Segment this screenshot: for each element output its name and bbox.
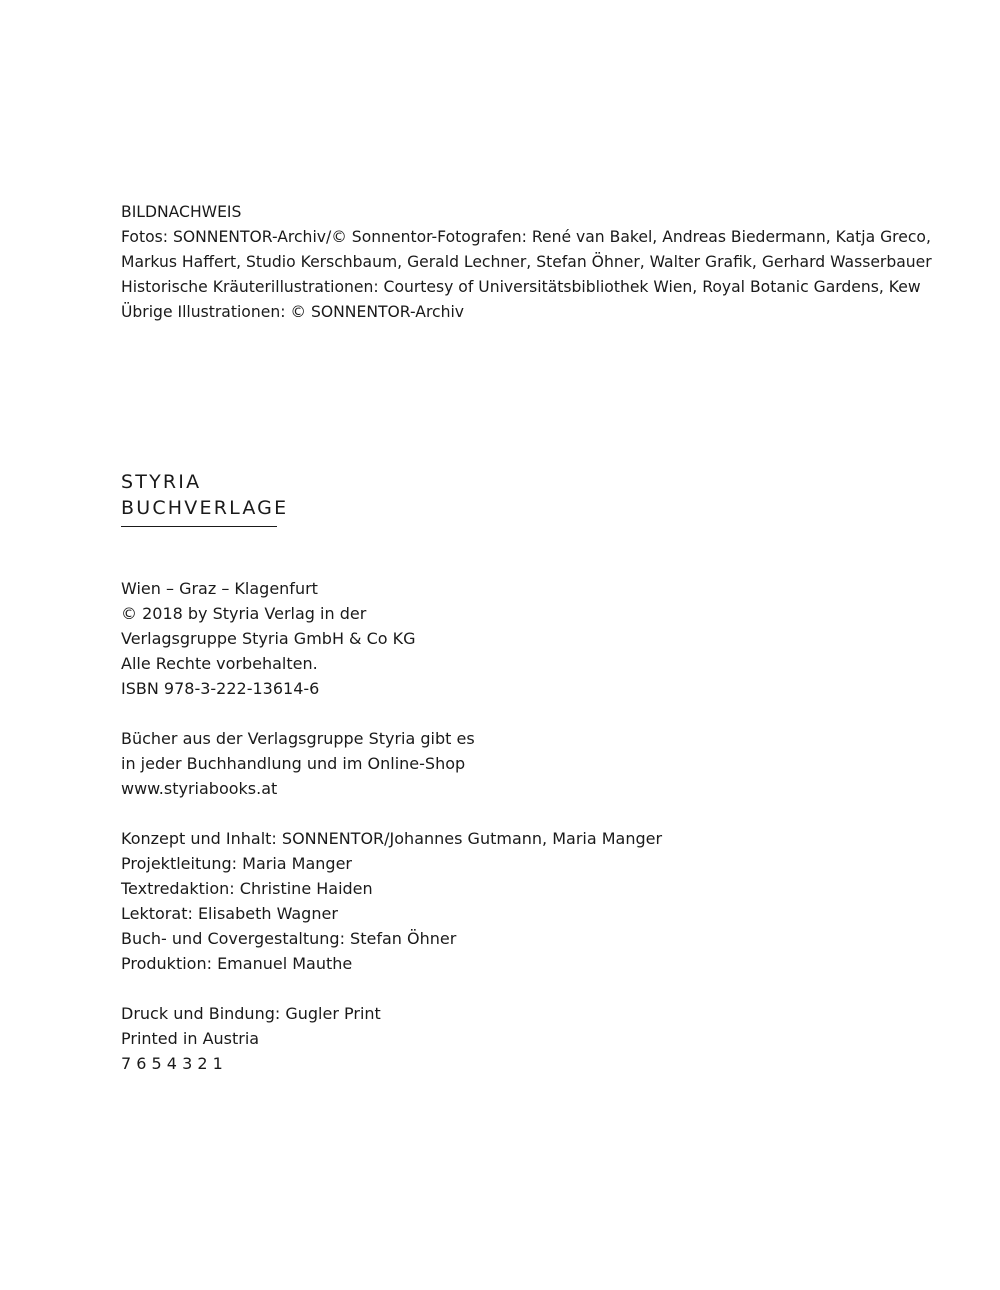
shop-info-section <box>121 726 475 801</box>
staff-line: Textredaktion: Christine Haiden <box>121 879 373 898</box>
printing-line: Druck und Bindung: Gugler Print <box>121 1004 381 1023</box>
imprint-line: Wien – Graz – Klagenfurt <box>121 579 318 598</box>
shop-line: Bücher aus der Verlagsgruppe Styria gibt es <box>121 729 475 748</box>
logo-line-styria: STYRIA <box>121 471 202 493</box>
print-run-line: 7 6 5 4 3 2 1 <box>121 1054 223 1073</box>
imprint-section <box>121 576 416 701</box>
credits-line: Übrige Illustrationen: © SONNENTOR-Archiv <box>121 303 465 321</box>
staff-line: Projektleitung: Maria Manger <box>121 854 352 873</box>
printing-line: Printed in Austria <box>121 1029 260 1048</box>
credits-line: Markus Haffert, Studio Kerschbaum, Gerald Lechner, Stefan Öhner, Walter Grafik, Gerhard Wasserbauer <box>121 253 932 271</box>
staff-line: Buch- und Covergestaltung: Stefan Öhner <box>121 929 457 948</box>
credits-heading: BILDNACHWEIS <box>121 203 242 221</box>
imprint-line: Alle Rechte vorbehalten. <box>121 654 318 673</box>
staff-line: Produktion: Emanuel Mauthe <box>121 954 353 973</box>
credits-line: Historische Kräuterillustrationen: Courtesy of Universitätsbibliothek Wien, Royal Botanic Gardens, Kew <box>121 278 921 296</box>
shop-line: in jeder Buchhandlung und im Online-Shop <box>121 754 466 773</box>
printing-section <box>121 1001 381 1076</box>
isbn-line: ISBN 978-3-222-13614-6 <box>121 679 320 698</box>
logo-line-buchverlage: BUCHVERLAGE <box>121 497 289 519</box>
staff-credits-section <box>121 826 662 976</box>
imprint-line: Verlagsgruppe Styria GmbH & Co KG <box>121 629 416 648</box>
staff-line: Konzept und Inhalt: SONNENTOR/Johannes Gutmann, Maria Manger <box>121 829 663 848</box>
credits-line: Fotos: SONNENTOR-Archiv/© Sonnentor-Fotografen: René van Bakel, Andreas Biedermann, Katja Greco, <box>121 228 931 246</box>
imprint-line: © 2018 by Styria Verlag in der <box>121 604 367 623</box>
publisher-logo <box>121 469 289 527</box>
website-line: www.styriabooks.at <box>121 779 278 798</box>
picture-credits-section <box>121 200 932 325</box>
logo-underline <box>121 526 277 527</box>
staff-line: Lektorat: Elisabeth Wagner <box>121 904 338 923</box>
